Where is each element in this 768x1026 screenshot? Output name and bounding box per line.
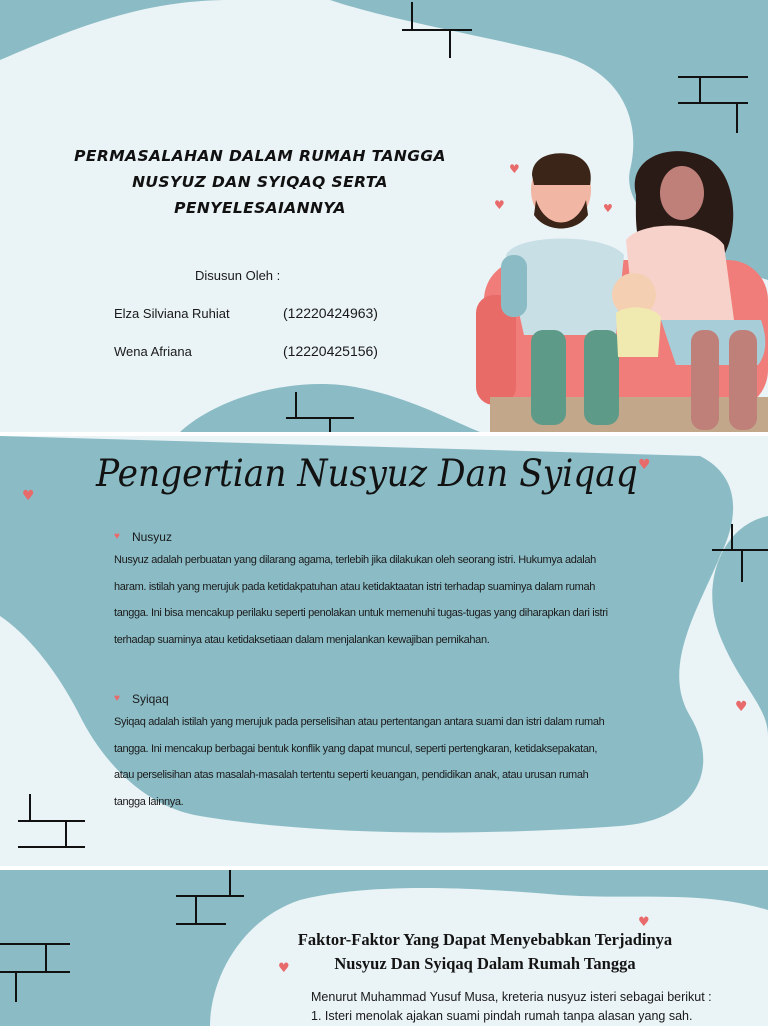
section-heading [114,692,604,706]
body-line: 1. Isteri menolak ajakan suami pindah rumah tanpa alasan yang sah. [311,1009,693,1023]
heart-icon: ♥ [278,961,290,976]
section-heading-label: Nusyuz [131,530,172,544]
family-illustration [476,145,768,432]
title-line: PENYELESAIANNYA [174,199,346,217]
heart-icon: ♥ [603,202,613,215]
author-id: (12220424963) [283,305,378,321]
heart-icon: ♥ [638,915,650,930]
body-line: Menurut Muhammad Yusuf Musa, kreteria nusyuz isteri sebagai berikut : [311,990,712,1004]
heart-icon: ♥ [735,699,748,715]
section-nusyuz [114,530,608,653]
section-heading-label: Syiqaq [131,692,169,706]
section-paragraph [114,709,604,815]
paragraph-line: terhadap suaminya atau ketidaksetiaan dalam menjalankan kewajiban pernikahan. [114,633,490,646]
title-line: NUSYUZ DAN SYIQAQ SERTA [132,173,388,191]
heart-icon: ♥ [114,693,120,704]
paragraph-line: atau perselisihan atas masalah-masalah tertentu seperti keuangan, pendidikan anak, atau urusan rumah [114,769,589,782]
compiled-by-label: Disusun Oleh : [195,268,281,283]
section-syiqaq [114,692,604,815]
section-heading [114,530,608,544]
title-line: PERMASALAHAN DALAM RUMAH TANGGA [74,147,446,165]
paragraph-line: tangga lainnya. [114,795,184,808]
presentation-title [40,143,480,221]
title-line: Nusyuz Dan Syiqaq Dalam Rumah Tangga [334,954,636,973]
slide2-title: Pengertian Nusyuz Dan Syiqaq [96,452,638,495]
heart-icon: ♥ [22,488,35,504]
paragraph-line: Nusyuz adalah perbuatan yang dilarang agama, terlebih jika dilakukan oleh seorang istri. Hukumya adalah [114,554,596,566]
heart-icon: ♥ [114,531,120,542]
paragraph-line: tangga. Ini bisa mencakup perilaku seperti penolakan untuk memenuhi tugas-tugas yang diharapkan dari istri [114,607,608,620]
slide3-title [260,928,710,976]
slide-title [0,0,768,432]
section-paragraph [114,547,608,653]
author-name: Elza Silviana Ruhiat [114,306,230,321]
author-name: Wena Afriana [114,344,192,359]
heart-icon: ♥ [494,198,505,212]
author-id: (12220425156) [283,343,378,359]
title-line: Faktor-Faktor Yang Dapat Menyebabkan Terjadinya [297,930,673,949]
paragraph-line: tangga. Ini mencakup berbagai bentuk konflik yang dapat muncul, seperti pertengkaran, ketidaksepakatan, [114,742,598,755]
paragraph-line: haram. istilah yang merujuk pada ketidakpatuhan atau ketidaktaatan istri terhadap suaminya dalam rumah [114,580,595,593]
heart-icon: ♥ [509,162,520,176]
paragraph-line: Syiqaq adalah istilah yang merujuk pada perselisihan atau pertentangan antara suami dan istri dalam rumah [114,716,605,728]
heart-icon: ♥ [638,457,651,473]
